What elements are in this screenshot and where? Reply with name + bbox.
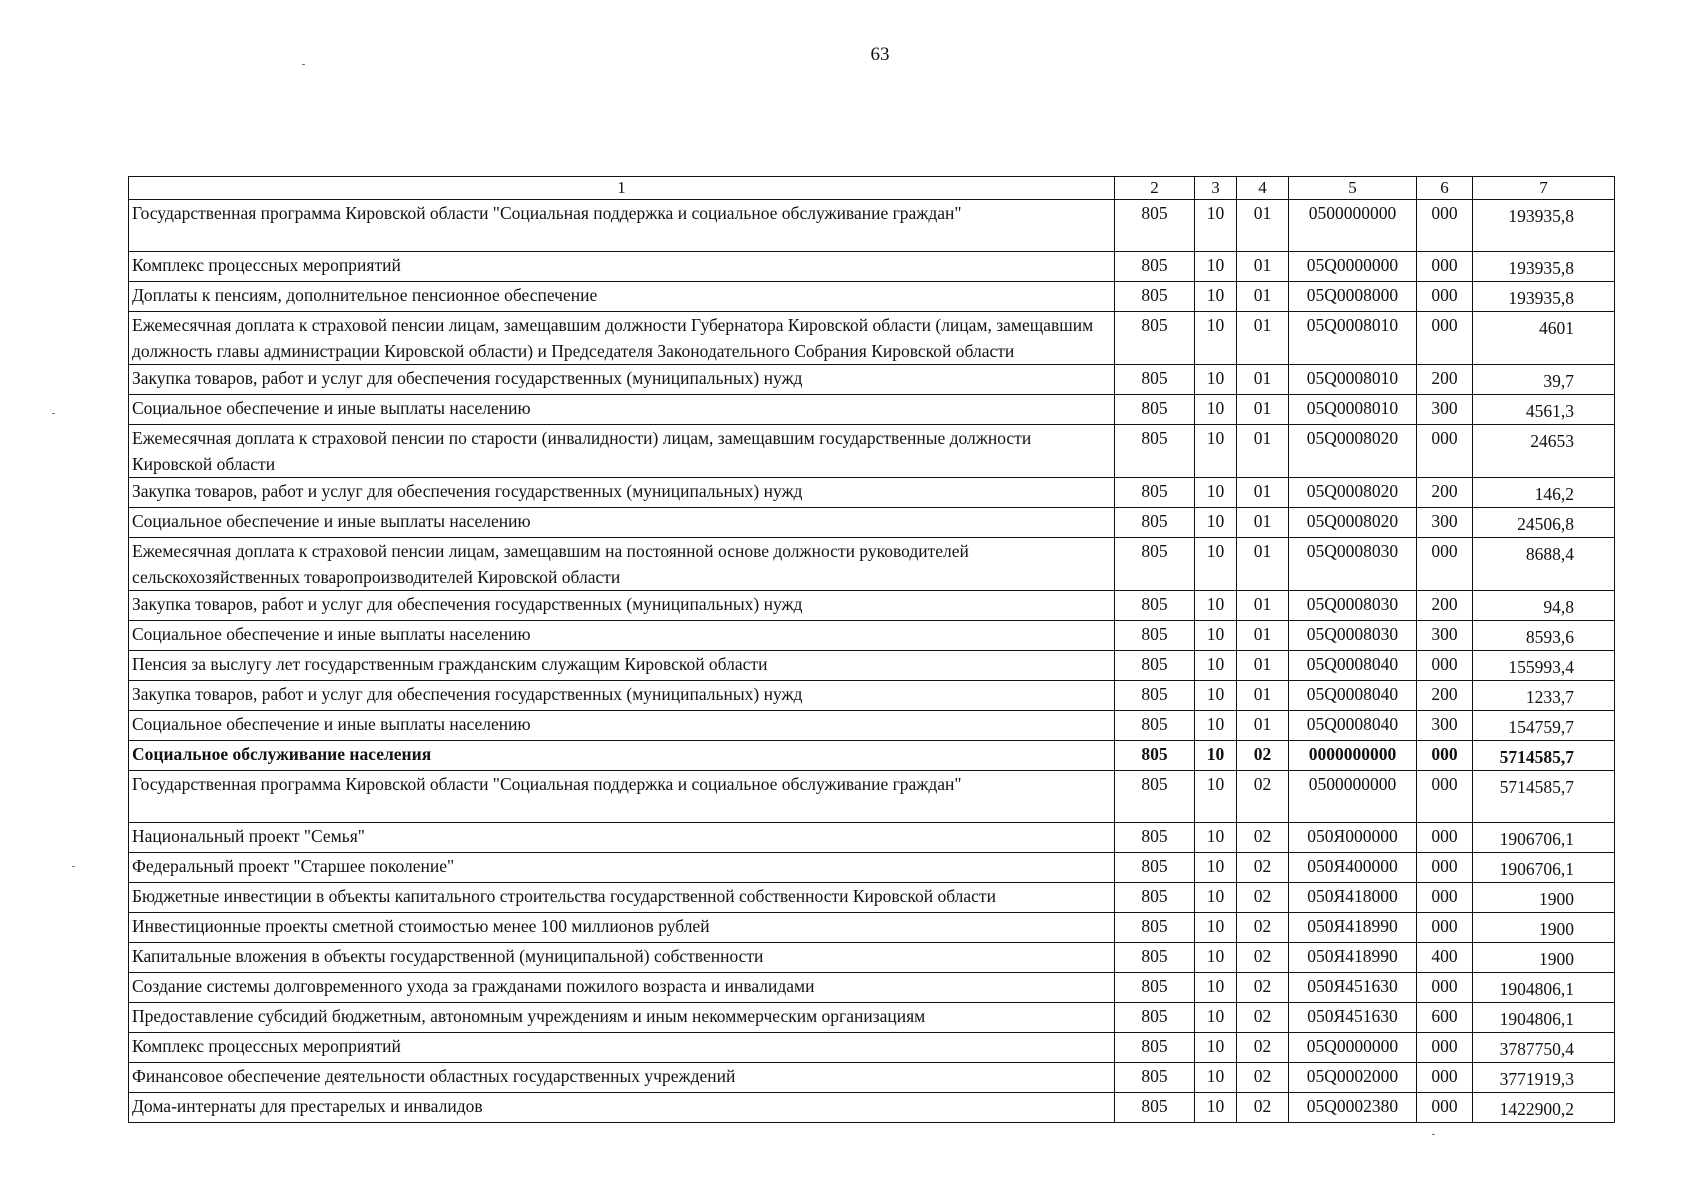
table-row [129, 853, 1615, 883]
section-code-cell: 10 [1195, 1093, 1237, 1123]
target-article-cell: 05Q0008020 [1289, 478, 1417, 508]
subsection-code-cell: 02 [1237, 771, 1289, 823]
table-row [129, 365, 1615, 395]
target-article-cell: 05Q0000000 [1289, 1033, 1417, 1063]
scan-speck [72, 866, 75, 867]
target-article-cell: 05Q0008010 [1289, 365, 1417, 395]
section-code-cell: 10 [1195, 252, 1237, 282]
subsection-code-cell: 01 [1237, 681, 1289, 711]
ministry-code-cell: 805 [1115, 425, 1195, 478]
target-article-cell: 050Я451630 [1289, 1003, 1417, 1033]
amount-cell: 3787750,4 [1473, 1033, 1615, 1063]
target-article-cell: 05Q0000000 [1289, 252, 1417, 282]
expense-type-cell: 300 [1417, 711, 1473, 741]
subsection-code-cell: 02 [1237, 913, 1289, 943]
table-row [129, 508, 1615, 538]
subsection-code-cell: 01 [1237, 711, 1289, 741]
row-name-cell: Социальное обеспечение и иные выплаты населению [129, 711, 1115, 741]
scan-speck [302, 64, 305, 65]
target-article-cell: 05Q0008030 [1289, 591, 1417, 621]
target-article-cell: 05Q0008020 [1289, 425, 1417, 478]
page-number: 63 [870, 44, 890, 65]
ministry-code-cell: 805 [1115, 741, 1195, 771]
target-article-cell: 0500000000 [1289, 200, 1417, 252]
ministry-code-cell: 805 [1115, 883, 1195, 913]
target-article-cell: 05Q0008040 [1289, 711, 1417, 741]
target-article-cell: 050Я418990 [1289, 913, 1417, 943]
column-header: 6 [1417, 177, 1473, 200]
expense-type-cell: 300 [1417, 395, 1473, 425]
row-name-cell: Ежемесячная доплата к страховой пенсии лицам, замещавшим должности Губернатора Кировской области (лицам, замещавшим должность главы администрации Кировской области) и Председателя Законодательного Собрания Кировской области [129, 312, 1115, 365]
row-name-cell: Социальное обеспечение и иные выплаты населению [129, 508, 1115, 538]
table-row [129, 711, 1615, 741]
expense-type-cell: 000 [1417, 771, 1473, 823]
ministry-code-cell: 805 [1115, 681, 1195, 711]
table-row [129, 771, 1615, 823]
ministry-code-cell: 805 [1115, 853, 1195, 883]
subsection-code-cell: 02 [1237, 853, 1289, 883]
section-code-cell: 10 [1195, 621, 1237, 651]
row-name-cell: Ежемесячная доплата к страховой пенсии лицам, замещавшим на постоянной основе должности руководителей сельскохозяйственных товаропроизводителей Кировской области [129, 538, 1115, 591]
row-name-cell: Создание системы долговременного ухода за гражданами пожилого возраста и инвалидами [129, 973, 1115, 1003]
expense-type-cell: 000 [1417, 741, 1473, 771]
table-body [129, 200, 1615, 1123]
expense-type-cell: 000 [1417, 312, 1473, 365]
section-code-cell: 10 [1195, 651, 1237, 681]
target-article-cell: 0500000000 [1289, 771, 1417, 823]
subsection-code-cell: 01 [1237, 200, 1289, 252]
table-row [129, 651, 1615, 681]
amount-cell: 1906706,1 [1473, 823, 1615, 853]
subsection-code-cell: 01 [1237, 621, 1289, 651]
subsection-code-cell: 02 [1237, 823, 1289, 853]
section-code-cell: 10 [1195, 1033, 1237, 1063]
row-name-cell: Государственная программа Кировской области "Социальная поддержка и социальное обслуживание граждан" [129, 771, 1115, 823]
expense-type-cell: 000 [1417, 1093, 1473, 1123]
table-row [129, 681, 1615, 711]
amount-cell: 146,2 [1473, 478, 1615, 508]
subsection-code-cell: 01 [1237, 425, 1289, 478]
section-code-cell: 10 [1195, 478, 1237, 508]
target-article-cell: 05Q0002380 [1289, 1093, 1417, 1123]
amount-cell: 1422900,2 [1473, 1093, 1615, 1123]
row-name-cell: Закупка товаров, работ и услуг для обеспечения государственных (муниципальных) нужд [129, 591, 1115, 621]
target-article-cell: 050Я418000 [1289, 883, 1417, 913]
table-row [129, 973, 1615, 1003]
table-row [129, 591, 1615, 621]
expense-type-cell: 000 [1417, 883, 1473, 913]
amount-cell: 8593,6 [1473, 621, 1615, 651]
row-name-cell: Пенсия за выслугу лет государственным гражданским служащим Кировской области [129, 651, 1115, 681]
section-code-cell: 10 [1195, 853, 1237, 883]
row-name-cell: Капитальные вложения в объекты государственной (муниципальной) собственности [129, 943, 1115, 973]
section-code-cell: 10 [1195, 282, 1237, 312]
row-name-cell: Предоставление субсидий бюджетным, автономным учреждениям и иным некоммерческим организациям [129, 1003, 1115, 1033]
row-name-cell: Комплекс процессных мероприятий [129, 1033, 1115, 1063]
row-name-cell: Комплекс процессных мероприятий [129, 252, 1115, 282]
section-code-cell: 10 [1195, 823, 1237, 853]
amount-cell: 1900 [1473, 943, 1615, 973]
ministry-code-cell: 805 [1115, 943, 1195, 973]
amount-cell: 1904806,1 [1473, 1003, 1615, 1033]
ministry-code-cell: 805 [1115, 395, 1195, 425]
target-article-cell: 050Я451630 [1289, 973, 1417, 1003]
ministry-code-cell: 805 [1115, 913, 1195, 943]
target-article-cell: 05Q0008030 [1289, 621, 1417, 651]
section-code-cell: 10 [1195, 365, 1237, 395]
section-code-cell: 10 [1195, 395, 1237, 425]
section-code-cell: 10 [1195, 538, 1237, 591]
section-code-cell: 10 [1195, 1003, 1237, 1033]
scan-speck [1432, 1134, 1435, 1135]
expense-type-cell: 000 [1417, 252, 1473, 282]
expense-type-cell: 000 [1417, 823, 1473, 853]
subsection-code-cell: 02 [1237, 1003, 1289, 1033]
amount-cell: 154759,7 [1473, 711, 1615, 741]
section-code-cell: 10 [1195, 973, 1237, 1003]
ministry-code-cell: 805 [1115, 1063, 1195, 1093]
expense-type-cell: 000 [1417, 651, 1473, 681]
expense-type-cell: 600 [1417, 1003, 1473, 1033]
ministry-code-cell: 805 [1115, 538, 1195, 591]
section-code-cell: 10 [1195, 711, 1237, 741]
subsection-code-cell: 01 [1237, 508, 1289, 538]
row-name-cell: Социальное обеспечение и иные выплаты населению [129, 395, 1115, 425]
column-header: 5 [1289, 177, 1417, 200]
header-row [129, 177, 1615, 200]
amount-cell: 155993,4 [1473, 651, 1615, 681]
subsection-code-cell: 02 [1237, 1063, 1289, 1093]
ministry-code-cell: 805 [1115, 1093, 1195, 1123]
table-row [129, 1063, 1615, 1093]
subsection-code-cell: 02 [1237, 1093, 1289, 1123]
subsection-code-cell: 02 [1237, 741, 1289, 771]
section-code-cell: 10 [1195, 508, 1237, 538]
column-header: 1 [129, 177, 1115, 200]
ministry-code-cell: 805 [1115, 365, 1195, 395]
expense-type-cell: 000 [1417, 425, 1473, 478]
amount-cell: 1904806,1 [1473, 973, 1615, 1003]
section-code-cell: 10 [1195, 1063, 1237, 1093]
section-code-cell: 10 [1195, 883, 1237, 913]
amount-cell: 193935,8 [1473, 282, 1615, 312]
target-article-cell: 050Я400000 [1289, 853, 1417, 883]
column-header: 7 [1473, 177, 1615, 200]
ministry-code-cell: 805 [1115, 651, 1195, 681]
amount-cell: 5714585,7 [1473, 771, 1615, 823]
subsection-code-cell: 02 [1237, 973, 1289, 1003]
expense-type-cell: 200 [1417, 365, 1473, 395]
row-name-cell: Доплаты к пенсиям, дополнительное пенсионное обеспечение [129, 282, 1115, 312]
subsection-code-cell: 01 [1237, 282, 1289, 312]
amount-cell: 1900 [1473, 883, 1615, 913]
row-name-cell: Государственная программа Кировской области "Социальная поддержка и социальное обслуживание граждан" [129, 200, 1115, 252]
subsection-code-cell: 01 [1237, 651, 1289, 681]
scan-speck [52, 413, 55, 414]
amount-cell: 1233,7 [1473, 681, 1615, 711]
section-code-cell: 10 [1195, 943, 1237, 973]
amount-cell: 1900 [1473, 913, 1615, 943]
row-name-cell: Закупка товаров, работ и услуг для обеспечения государственных (муниципальных) нужд [129, 365, 1115, 395]
expense-type-cell: 000 [1417, 913, 1473, 943]
amount-cell: 1906706,1 [1473, 853, 1615, 883]
column-header: 3 [1195, 177, 1237, 200]
subsection-code-cell: 01 [1237, 538, 1289, 591]
table-row [129, 621, 1615, 651]
amount-cell: 4561,3 [1473, 395, 1615, 425]
subsection-code-cell: 02 [1237, 943, 1289, 973]
subsection-code-cell: 01 [1237, 395, 1289, 425]
table-row [129, 425, 1615, 478]
row-name-cell: Бюджетные инвестиции в объекты капитального строительства государственной собственности Кировской области [129, 883, 1115, 913]
section-code-cell: 10 [1195, 741, 1237, 771]
row-name-cell: Национальный проект "Семья" [129, 823, 1115, 853]
section-code-cell: 10 [1195, 200, 1237, 252]
section-code-cell: 10 [1195, 913, 1237, 943]
ministry-code-cell: 805 [1115, 771, 1195, 823]
target-article-cell: 05Q0008010 [1289, 395, 1417, 425]
subsection-code-cell: 01 [1237, 591, 1289, 621]
ministry-code-cell: 805 [1115, 508, 1195, 538]
row-name-cell: Инвестиционные проекты сметной стоимостью менее 100 миллионов рублей [129, 913, 1115, 943]
amount-cell: 24653 [1473, 425, 1615, 478]
ministry-code-cell: 805 [1115, 200, 1195, 252]
section-code-cell: 10 [1195, 312, 1237, 365]
amount-cell: 24506,8 [1473, 508, 1615, 538]
section-code-cell: 10 [1195, 681, 1237, 711]
row-name-cell: Социальное обслуживание населения [129, 741, 1115, 771]
target-article-cell: 05Q0008020 [1289, 508, 1417, 538]
subsection-code-cell: 02 [1237, 1033, 1289, 1063]
target-article-cell: 05Q0008040 [1289, 651, 1417, 681]
table-row [129, 1093, 1615, 1123]
target-article-cell: 050Я418990 [1289, 943, 1417, 973]
target-article-cell: 05Q0008030 [1289, 538, 1417, 591]
ministry-code-cell: 805 [1115, 591, 1195, 621]
ministry-code-cell: 805 [1115, 973, 1195, 1003]
table-row [129, 741, 1615, 771]
target-article-cell: 05Q0008040 [1289, 681, 1417, 711]
table-row [129, 913, 1615, 943]
target-article-cell: 050Я000000 [1289, 823, 1417, 853]
amount-cell: 39,7 [1473, 365, 1615, 395]
row-name-cell: Закупка товаров, работ и услуг для обеспечения государственных (муниципальных) нужд [129, 681, 1115, 711]
table-row [129, 395, 1615, 425]
table-row [129, 943, 1615, 973]
expense-type-cell: 000 [1417, 200, 1473, 252]
ministry-code-cell: 805 [1115, 282, 1195, 312]
row-name-cell: Социальное обеспечение и иные выплаты населению [129, 621, 1115, 651]
section-code-cell: 10 [1195, 771, 1237, 823]
ministry-code-cell: 805 [1115, 478, 1195, 508]
column-header: 4 [1237, 177, 1289, 200]
table-row [129, 200, 1615, 252]
ministry-code-cell: 805 [1115, 1033, 1195, 1063]
expense-type-cell: 400 [1417, 943, 1473, 973]
row-name-cell: Федеральный проект "Старшее поколение" [129, 853, 1115, 883]
row-name-cell: Ежемесячная доплата к страховой пенсии по старости (инвалидности) лицам, замещавшим государственные должности Кировской области [129, 425, 1115, 478]
expense-type-cell: 000 [1417, 853, 1473, 883]
expense-type-cell: 300 [1417, 621, 1473, 651]
expense-type-cell: 000 [1417, 973, 1473, 1003]
section-code-cell: 10 [1195, 591, 1237, 621]
target-article-cell: 0000000000 [1289, 741, 1417, 771]
row-name-cell: Закупка товаров, работ и услуг для обеспечения государственных (муниципальных) нужд [129, 478, 1115, 508]
table-row [129, 823, 1615, 853]
amount-cell: 5714585,7 [1473, 741, 1615, 771]
amount-cell: 193935,8 [1473, 200, 1615, 252]
subsection-code-cell: 02 [1237, 883, 1289, 913]
expense-type-cell: 000 [1417, 1063, 1473, 1093]
table-row [129, 883, 1615, 913]
table-row [129, 252, 1615, 282]
subsection-code-cell: 01 [1237, 365, 1289, 395]
expense-type-cell: 200 [1417, 681, 1473, 711]
section-code-cell: 10 [1195, 425, 1237, 478]
ministry-code-cell: 805 [1115, 711, 1195, 741]
column-header: 2 [1115, 177, 1195, 200]
amount-cell: 94,8 [1473, 591, 1615, 621]
target-article-cell: 05Q0002000 [1289, 1063, 1417, 1093]
ministry-code-cell: 805 [1115, 252, 1195, 282]
amount-cell: 193935,8 [1473, 252, 1615, 282]
table-row [129, 478, 1615, 508]
expense-type-cell: 000 [1417, 538, 1473, 591]
row-name-cell: Финансовое обеспечение деятельности областных государственных учреждений [129, 1063, 1115, 1093]
table-row [129, 1003, 1615, 1033]
ministry-code-cell: 805 [1115, 621, 1195, 651]
table-row [129, 282, 1615, 312]
expense-type-cell: 200 [1417, 478, 1473, 508]
ministry-code-cell: 805 [1115, 823, 1195, 853]
target-article-cell: 05Q0008000 [1289, 282, 1417, 312]
budget-table [128, 176, 1615, 1123]
table-row [129, 538, 1615, 591]
subsection-code-cell: 01 [1237, 252, 1289, 282]
expense-type-cell: 000 [1417, 1033, 1473, 1063]
table-row [129, 1033, 1615, 1063]
expense-type-cell: 000 [1417, 282, 1473, 312]
amount-cell: 3771919,3 [1473, 1063, 1615, 1093]
amount-cell: 8688,4 [1473, 538, 1615, 591]
amount-cell: 4601 [1473, 312, 1615, 365]
ministry-code-cell: 805 [1115, 312, 1195, 365]
ministry-code-cell: 805 [1115, 1003, 1195, 1033]
expense-type-cell: 300 [1417, 508, 1473, 538]
row-name-cell: Дома-интернаты для престарелых и инвалидов [129, 1093, 1115, 1123]
table-row [129, 312, 1615, 365]
subsection-code-cell: 01 [1237, 312, 1289, 365]
target-article-cell: 05Q0008010 [1289, 312, 1417, 365]
subsection-code-cell: 01 [1237, 478, 1289, 508]
expense-type-cell: 200 [1417, 591, 1473, 621]
